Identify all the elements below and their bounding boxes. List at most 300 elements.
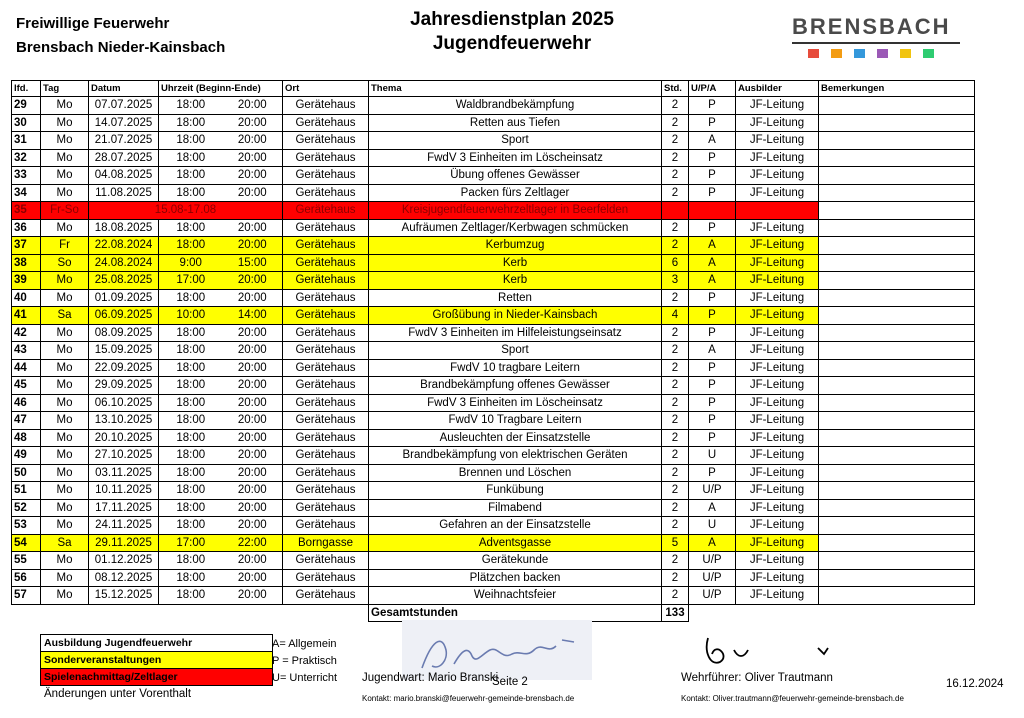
- location-cell: Gerätehaus: [283, 219, 369, 237]
- end-time-cell: 20:00: [223, 342, 283, 360]
- day-cell: Mo: [41, 167, 89, 185]
- day-cell: Mo: [41, 552, 89, 570]
- wehrfuehrer-name: Wehrführer: Oliver Trautmann: [681, 672, 833, 684]
- start-time-cell: 18:00: [159, 219, 223, 237]
- date-cell: 27.10.2025: [89, 447, 159, 465]
- day-cell: Mo: [41, 587, 89, 605]
- type-cell: U/P: [689, 569, 736, 587]
- brensbach-logo: [792, 14, 962, 64]
- row-number: 48: [12, 429, 41, 447]
- topic-cell: Gefahren an der Einsatzstelle: [369, 517, 662, 535]
- legend: [40, 634, 273, 686]
- location-cell: Gerätehaus: [283, 342, 369, 360]
- total-spacer: [12, 604, 369, 622]
- remarks-cell: [819, 149, 975, 167]
- type-cell: U/P: [689, 482, 736, 500]
- remarks-cell: [819, 289, 975, 307]
- location-cell: Gerätehaus: [283, 184, 369, 202]
- table-header-row: [12, 81, 975, 97]
- row-number: 40: [12, 289, 41, 307]
- type-cell: P: [689, 167, 736, 185]
- instructor-cell: JF-Leitung: [736, 254, 819, 272]
- column-header: Ausbilder: [736, 81, 819, 97]
- topic-cell: Packen fürs Zeltlager: [369, 184, 662, 202]
- remarks-cell: [819, 447, 975, 465]
- table-row: [12, 202, 975, 220]
- table-row: [12, 149, 975, 167]
- type-cell: U/P: [689, 587, 736, 605]
- end-time-cell: 20:00: [223, 237, 283, 255]
- day-cell: Mo: [41, 359, 89, 377]
- end-time-cell: 20:00: [223, 569, 283, 587]
- location-cell: Gerätehaus: [283, 377, 369, 395]
- hours-cell: 2: [662, 517, 689, 535]
- instructor-cell: JF-Leitung: [736, 167, 819, 185]
- location-cell: Gerätehaus: [283, 499, 369, 517]
- day-cell: Mo: [41, 289, 89, 307]
- table-row: [12, 289, 975, 307]
- remarks-cell: [819, 377, 975, 395]
- logo-square: [808, 49, 819, 58]
- row-number: 38: [12, 254, 41, 272]
- topic-cell: Retten: [369, 289, 662, 307]
- topic-cell: Sport: [369, 132, 662, 150]
- remarks-cell: [819, 569, 975, 587]
- date-cell: 10.11.2025: [89, 482, 159, 500]
- instructor-cell: JF-Leitung: [736, 412, 819, 430]
- location-cell: Gerätehaus: [283, 482, 369, 500]
- date-cell: 14.07.2025: [89, 114, 159, 132]
- date-cell: 17.11.2025: [89, 499, 159, 517]
- location-cell: Gerätehaus: [283, 359, 369, 377]
- topic-cell: Waldbrandbekämpfung: [369, 97, 662, 115]
- start-time-cell: 18:00: [159, 447, 223, 465]
- type-cell: U/P: [689, 552, 736, 570]
- row-number: 55: [12, 552, 41, 570]
- start-time-cell: 18:00: [159, 167, 223, 185]
- instructor-cell: JF-Leitung: [736, 569, 819, 587]
- row-number: 32: [12, 149, 41, 167]
- column-header: Thema: [369, 81, 662, 97]
- day-cell: Mo: [41, 184, 89, 202]
- total-row: [12, 604, 975, 622]
- logo-square: [900, 49, 911, 58]
- end-time-cell: 22:00: [223, 534, 283, 552]
- end-time-cell: 20:00: [223, 587, 283, 605]
- row-number: 37: [12, 237, 41, 255]
- instructor-cell: JF-Leitung: [736, 272, 819, 290]
- table-row: [12, 587, 975, 605]
- start-time-cell: 18:00: [159, 377, 223, 395]
- type-cell: P: [689, 412, 736, 430]
- day-cell: Mo: [41, 97, 89, 115]
- location-cell: Gerätehaus: [283, 237, 369, 255]
- topic-cell: Kerbumzug: [369, 237, 662, 255]
- start-time-cell: 18:00: [159, 394, 223, 412]
- start-time-cell: 18:00: [159, 429, 223, 447]
- date-cell: 28.07.2025: [89, 149, 159, 167]
- start-time-cell: 9:00: [159, 254, 223, 272]
- date-cell: 13.10.2025: [89, 412, 159, 430]
- hours-cell: 2: [662, 132, 689, 150]
- instructor-cell: JF-Leitung: [736, 482, 819, 500]
- instructor-cell: JF-Leitung: [736, 324, 819, 342]
- end-time-cell: 20:00: [223, 289, 283, 307]
- table-row: [12, 97, 975, 115]
- row-number: 39: [12, 272, 41, 290]
- topic-cell: Weihnachtsfeier: [369, 587, 662, 605]
- topic-cell: Brandbekämpfung offenes Gewässer: [369, 377, 662, 395]
- type-cell: P: [689, 324, 736, 342]
- location-cell: Gerätehaus: [283, 307, 369, 325]
- day-cell: Sa: [41, 307, 89, 325]
- instructor-cell: JF-Leitung: [736, 132, 819, 150]
- day-cell: So: [41, 254, 89, 272]
- start-time-cell: 18:00: [159, 97, 223, 115]
- hours-cell: 2: [662, 412, 689, 430]
- type-cell: P: [689, 307, 736, 325]
- end-time-cell: 20:00: [223, 132, 283, 150]
- type-cell: P: [689, 149, 736, 167]
- row-number: 33: [12, 167, 41, 185]
- end-time-cell: 20:00: [223, 324, 283, 342]
- logo-square: [923, 49, 934, 58]
- hours-cell: 2: [662, 289, 689, 307]
- table-row: [12, 517, 975, 535]
- type-cell: A: [689, 272, 736, 290]
- date-cell: 20.10.2025: [89, 429, 159, 447]
- row-number: 43: [12, 342, 41, 360]
- remarks-cell: [819, 184, 975, 202]
- day-cell: Mo: [41, 377, 89, 395]
- start-time-cell: 18:00: [159, 587, 223, 605]
- date-cell: 01.12.2025: [89, 552, 159, 570]
- title-line-2: Jugendfeuerwehr: [432, 33, 592, 54]
- remarks-cell: [819, 517, 975, 535]
- date-cell: 29.09.2025: [89, 377, 159, 395]
- instructor-cell: JF-Leitung: [736, 149, 819, 167]
- remarks-cell: [819, 587, 975, 605]
- instructor-cell: JF-Leitung: [736, 97, 819, 115]
- end-time-cell: 20:00: [223, 184, 283, 202]
- location-cell: Gerätehaus: [283, 447, 369, 465]
- instructor-cell: JF-Leitung: [736, 394, 819, 412]
- topic-cell: FwdV 3 Einheiten im Löscheinsatz: [369, 149, 662, 167]
- row-number: 35: [12, 202, 41, 220]
- instructor-cell: JF-Leitung: [736, 447, 819, 465]
- day-cell: Mo: [41, 272, 89, 290]
- day-cell: Mo: [41, 219, 89, 237]
- type-cell: [689, 202, 736, 220]
- date-cell: 24.11.2025: [89, 517, 159, 535]
- day-cell: Mo: [41, 114, 89, 132]
- hours-cell: 2: [662, 464, 689, 482]
- row-number: 53: [12, 517, 41, 535]
- hours-cell: 2: [662, 569, 689, 587]
- instructor-cell: JF-Leitung: [736, 377, 819, 395]
- remarks-cell: [819, 429, 975, 447]
- hours-cell: 2: [662, 499, 689, 517]
- type-cell: P: [689, 184, 736, 202]
- type-cell: A: [689, 237, 736, 255]
- type-cell: P: [689, 429, 736, 447]
- location-cell: Gerätehaus: [283, 254, 369, 272]
- date-cell: 06.09.2025: [89, 307, 159, 325]
- table-row: [12, 342, 975, 360]
- row-number: 41: [12, 307, 41, 325]
- end-time-cell: 20:00: [223, 377, 283, 395]
- column-header: Ort: [283, 81, 369, 97]
- table-row: [12, 394, 975, 412]
- end-time-cell: 20:00: [223, 149, 283, 167]
- remarks-cell: [819, 324, 975, 342]
- remarks-cell: [819, 359, 975, 377]
- hours-cell: 5: [662, 534, 689, 552]
- table-row: [12, 272, 975, 290]
- start-time-cell: 10:00: [159, 307, 223, 325]
- instructor-cell: JF-Leitung: [736, 534, 819, 552]
- table-row: [12, 167, 975, 185]
- end-time-cell: 20:00: [223, 447, 283, 465]
- end-time-cell: 20:00: [223, 499, 283, 517]
- start-time-cell: 18:00: [159, 569, 223, 587]
- table-row: [12, 482, 975, 500]
- date-cell: 24.08.2024: [89, 254, 159, 272]
- legend-item: Sonderveranstaltungen: [41, 652, 273, 669]
- row-number: 31: [12, 132, 41, 150]
- type-cell: P: [689, 464, 736, 482]
- start-time-cell: 18:00: [159, 289, 223, 307]
- table-row: [12, 219, 975, 237]
- start-time-cell: 17:00: [159, 534, 223, 552]
- instructor-cell: JF-Leitung: [736, 429, 819, 447]
- day-cell: Mo: [41, 429, 89, 447]
- location-cell: Gerätehaus: [283, 272, 369, 290]
- location-cell: Gerätehaus: [283, 149, 369, 167]
- location-cell: Gerätehaus: [283, 97, 369, 115]
- table-row: [12, 464, 975, 482]
- start-time-cell: 18:00: [159, 149, 223, 167]
- legend-item: Ausbildung Jugendfeuerwehr: [41, 635, 273, 652]
- date-cell: 03.11.2025: [89, 464, 159, 482]
- topic-cell: Gerätekunde: [369, 552, 662, 570]
- date-cell: 25.08.2025: [89, 272, 159, 290]
- instructor-cell: JF-Leitung: [736, 552, 819, 570]
- location-cell: Gerätehaus: [283, 324, 369, 342]
- hours-cell: 2: [662, 587, 689, 605]
- column-header: Datum: [89, 81, 159, 97]
- day-cell: Mo: [41, 517, 89, 535]
- hours-cell: 2: [662, 447, 689, 465]
- type-cell: A: [689, 499, 736, 517]
- start-time-cell: 18:00: [159, 237, 223, 255]
- instructor-cell: JF-Leitung: [736, 359, 819, 377]
- hours-cell: [662, 202, 689, 220]
- table-row: [12, 429, 975, 447]
- table-row: [12, 552, 975, 570]
- remarks-cell: [819, 237, 975, 255]
- row-number: 45: [12, 377, 41, 395]
- schedule-table: [11, 80, 975, 622]
- type-cell: U: [689, 447, 736, 465]
- legend-row: [41, 652, 273, 669]
- day-cell: Sa: [41, 534, 89, 552]
- table-row: [12, 307, 975, 325]
- remarks-cell: [819, 342, 975, 360]
- topic-cell: Kreisjugendfeuerwehrzeltlager in Beerfelden: [369, 202, 662, 220]
- topic-cell: Kerb: [369, 272, 662, 290]
- day-cell: Fr: [41, 237, 89, 255]
- location-cell: Gerätehaus: [283, 132, 369, 150]
- end-time-cell: 20:00: [223, 412, 283, 430]
- date-cell: 18.08.2025: [89, 219, 159, 237]
- row-number: 51: [12, 482, 41, 500]
- table-row: [12, 447, 975, 465]
- end-time-cell: 20:00: [223, 167, 283, 185]
- topic-cell: FwdV 10 Tragbare Leitern: [369, 412, 662, 430]
- location-cell: Gerätehaus: [283, 167, 369, 185]
- table-row: [12, 377, 975, 395]
- topic-cell: Sport: [369, 342, 662, 360]
- logo-square: [854, 49, 865, 58]
- location-cell: Gerätehaus: [283, 289, 369, 307]
- location-cell: Gerätehaus: [283, 587, 369, 605]
- legend-row: [41, 669, 273, 686]
- total-label: Gesamtstunden: [369, 604, 662, 622]
- row-number: 44: [12, 359, 41, 377]
- date-cell: 08.09.2025: [89, 324, 159, 342]
- hours-cell: 2: [662, 237, 689, 255]
- disclaimer: Änderungen unter Vorenthalt: [44, 688, 192, 700]
- type-cell: A: [689, 132, 736, 150]
- hours-cell: 2: [662, 324, 689, 342]
- remarks-cell: [819, 482, 975, 500]
- column-header: Std.: [662, 81, 689, 97]
- title-line-1: Jahresdienstplan 2025: [410, 9, 614, 30]
- start-time-cell: 18:00: [159, 499, 223, 517]
- location-cell: Gerätehaus: [283, 552, 369, 570]
- table-row: [12, 184, 975, 202]
- location-cell: Gerätehaus: [283, 202, 369, 220]
- table-row: [12, 359, 975, 377]
- row-number: 56: [12, 569, 41, 587]
- remarks-cell: [819, 552, 975, 570]
- day-cell: Mo: [41, 132, 89, 150]
- hours-cell: 2: [662, 184, 689, 202]
- topic-cell: Kerb: [369, 254, 662, 272]
- remarks-cell: [819, 254, 975, 272]
- remarks-cell: [819, 412, 975, 430]
- hours-cell: 2: [662, 394, 689, 412]
- remarks-cell: [819, 132, 975, 150]
- start-time-cell: 18:00: [159, 517, 223, 535]
- table-row: [12, 569, 975, 587]
- day-cell: Mo: [41, 447, 89, 465]
- end-time-cell: 20:00: [223, 114, 283, 132]
- type-cell: P: [689, 219, 736, 237]
- logo-underline: [792, 42, 960, 44]
- instructor-cell: JF-Leitung: [736, 464, 819, 482]
- day-cell: Mo: [41, 149, 89, 167]
- end-time-cell: 20:00: [223, 272, 283, 290]
- table-row: [12, 254, 975, 272]
- start-time-cell: 18:00: [159, 114, 223, 132]
- type-cell: A: [689, 342, 736, 360]
- instructor-cell: [736, 202, 819, 220]
- topic-cell: Ausleuchten der Einsatzstelle: [369, 429, 662, 447]
- contact-wehrfuehrer: Kontakt: Oliver.trautmann@feuerwehr-gemeinde-brensbach.de: [681, 694, 904, 703]
- location-cell: Gerätehaus: [283, 114, 369, 132]
- type-cell: P: [689, 97, 736, 115]
- document-date: 16.12.2024: [946, 678, 1004, 690]
- day-cell: Fr-So: [41, 202, 89, 220]
- start-time-cell: 18:00: [159, 552, 223, 570]
- end-time-cell: 20:00: [223, 464, 283, 482]
- column-header: U/P/A: [689, 81, 736, 97]
- row-number: 36: [12, 219, 41, 237]
- hours-cell: 2: [662, 377, 689, 395]
- row-number: 54: [12, 534, 41, 552]
- date-cell: 21.07.2025: [89, 132, 159, 150]
- topic-cell: Retten aus Tiefen: [369, 114, 662, 132]
- start-time-cell: 17:00: [159, 272, 223, 290]
- legend-code-a: A= Allgemein: [272, 638, 337, 650]
- table-row: [12, 324, 975, 342]
- topic-cell: Funkübung: [369, 482, 662, 500]
- topic-cell: Übung offenes Gewässer: [369, 167, 662, 185]
- hours-cell: 2: [662, 97, 689, 115]
- signature-jugendwart: [402, 620, 592, 680]
- start-time-cell: 18:00: [159, 359, 223, 377]
- instructor-cell: JF-Leitung: [736, 517, 819, 535]
- hours-cell: 2: [662, 342, 689, 360]
- remarks-cell: [819, 307, 975, 325]
- row-number: 30: [12, 114, 41, 132]
- row-number: 29: [12, 97, 41, 115]
- remarks-cell: [819, 202, 975, 220]
- organization-name: [16, 12, 225, 60]
- table-row: [12, 132, 975, 150]
- topic-cell: Brandbekämpfung von elektrischen Geräten: [369, 447, 662, 465]
- row-number: 52: [12, 499, 41, 517]
- page-title: [362, 8, 662, 56]
- start-time-cell: 18:00: [159, 342, 223, 360]
- column-header: Tag: [41, 81, 89, 97]
- location-cell: Gerätehaus: [283, 464, 369, 482]
- end-time-cell: 20:00: [223, 429, 283, 447]
- date-cell: 29.11.2025: [89, 534, 159, 552]
- legend-item: Spielenachmittag/Zeltlager: [41, 669, 273, 686]
- org-line-2: Brensbach Nieder-Kainsbach: [16, 39, 226, 56]
- hours-cell: 2: [662, 429, 689, 447]
- instructor-cell: JF-Leitung: [736, 184, 819, 202]
- hours-cell: 2: [662, 167, 689, 185]
- type-cell: P: [689, 359, 736, 377]
- remarks-cell: [819, 114, 975, 132]
- instructor-cell: JF-Leitung: [736, 499, 819, 517]
- instructor-cell: JF-Leitung: [736, 342, 819, 360]
- hours-cell: 2: [662, 219, 689, 237]
- hours-cell: 2: [662, 482, 689, 500]
- column-header: lfd.: [12, 81, 41, 97]
- day-cell: Mo: [41, 499, 89, 517]
- remarks-cell: [819, 97, 975, 115]
- instructor-cell: JF-Leitung: [736, 237, 819, 255]
- type-cell: A: [689, 254, 736, 272]
- signature-wehrfuehrer: [700, 632, 840, 672]
- logo-text: BRENSBACH: [792, 14, 951, 39]
- table-row: [12, 534, 975, 552]
